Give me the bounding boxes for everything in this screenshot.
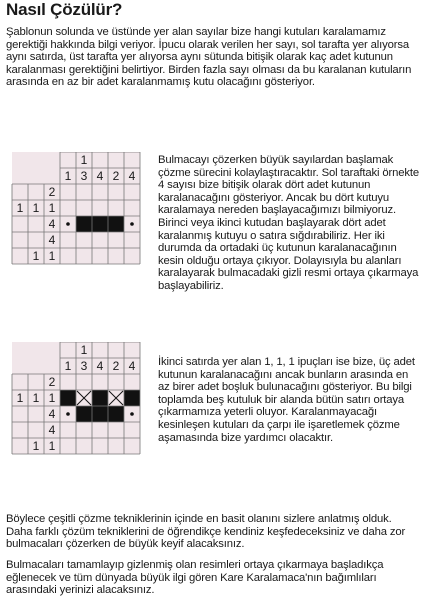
column-clue: 1 [64, 169, 72, 183]
filled-cell [108, 406, 124, 422]
filled-cell [92, 216, 108, 232]
row-clue: 2 [48, 375, 56, 389]
row-clue: 1 [48, 391, 56, 405]
column-clue: 1 [64, 359, 72, 373]
filled-cell [108, 216, 124, 232]
column-clue: 1 [80, 153, 88, 167]
dot-mark [66, 222, 70, 226]
row-clue: 1 [32, 249, 40, 263]
step2-paragraph: İkinci satırda yer alan 1, 1, 1 ipuçları ise bize, üç adet kutunun karalanacağını ancak bunların arasında en az birer adet boşluk bulunacağını gösteriyor. Bu bilgi toplamda beş kutuluk bir alanda bütün satırı ortaya çıkarmamıza yeterli oluyor. Karalanmayacağı kesinleşen kutuları da çarpı ile işaretlemek çözme aşamasında bize yardımcı olacaktır. [158, 356, 415, 444]
page-title: Nasıl Çözülür? [6, 0, 123, 19]
row-clue: 4 [48, 217, 56, 231]
column-clue: 3 [80, 359, 88, 373]
outro-paragraph-2: Bulmacaları tamamlayıp gizlenmiş olan resimleri ortaya çıkarmaya başladıkça eğlenecek ve tüm dünyada büyük ilgi gören Kare Karalamaca'nın bağımlıları arasındaki yerinizi alacaksınız. [6, 559, 384, 597]
row-clue: 4 [48, 233, 56, 247]
column-clue: 4 [96, 359, 104, 373]
puzzle-example-1 [6, 152, 146, 280]
filled-cell [60, 390, 76, 406]
intro-paragraph: Şablonun solunda ve üstünde yer alan sayılar bize hangi kutuları karalamamız gerektiği hakkında bilgi veriyor. İpucu olarak verilen her sayı, sol tarafta yer alıyorsa aynı satırda, üst tarafta yer alıyorsa aynı sütunda bitişik olarak kaç adet kutunun karalanması gerektiğini belirtiyor. Birden fazla sayı olması da bu karalanan kutuların arasında en az bir adet karalanmamış kutu olacağını gösteriyor. [6, 26, 412, 89]
filled-cell [124, 390, 140, 406]
outro-paragraph-1: Böylece çeşitli çözme tekniklerinin içinde en basit olanını sizlere anlatmış olduk. Daha farklı çözüm tekniklerini de öğrendikçe kendiniz keşfedeceksiniz ve daha zor bulmacaları çözerken de büyük keyif alacaksınız. [6, 513, 406, 551]
column-clue: 4 [96, 169, 104, 183]
row-clue: 1 [48, 249, 56, 263]
row-clue: 1 [48, 439, 56, 453]
dot-mark [130, 222, 134, 226]
column-clue: 2 [112, 359, 120, 373]
row-clue: 1 [32, 439, 40, 453]
row-clue: 2 [48, 185, 56, 199]
column-clue: 4 [128, 169, 136, 183]
dot-mark [66, 412, 70, 416]
step1-paragraph: Bulmacayı çözerken büyük sayılardan başlamak çözme sürecini kolaylaştıracaktır. Sol taraftaki örnekte 4 sayısı bize bitişik olarak dört adet kutunun karalanacağını gösteriyor. Ancak bu dört kutuyu karalamaya nereden başlayacağımızı bilmiyoruz. Birinci veya ikinci kutudan başlayarak dört adet karalanmış kutuyu o satıra sığdırabiliriz. Her iki durumda da ortadaki üç kutunun karalanacağının kesin olduğu ortaya çıkıyor. Dolayısıyla bu alanları karalayarak bulmacadaki gizli resmi ortaya çıkarmaya başlayabiliriz. [158, 154, 419, 292]
row-clue: 4 [48, 407, 56, 421]
filled-cell [76, 216, 92, 232]
puzzle-example-2 [6, 342, 146, 470]
filled-cell [76, 406, 92, 422]
row-clue: 1 [48, 201, 56, 215]
row-clue: 1 [16, 201, 24, 215]
column-clue: 3 [80, 169, 88, 183]
filled-cell [92, 390, 108, 406]
row-clue: 1 [32, 391, 40, 405]
row-clue: 4 [48, 423, 56, 437]
column-clue: 1 [80, 343, 88, 357]
dot-mark [130, 412, 134, 416]
column-clue: 4 [128, 359, 136, 373]
row-clue: 1 [32, 201, 40, 215]
row-clue: 1 [16, 391, 24, 405]
filled-cell [92, 406, 108, 422]
column-clue: 2 [112, 169, 120, 183]
